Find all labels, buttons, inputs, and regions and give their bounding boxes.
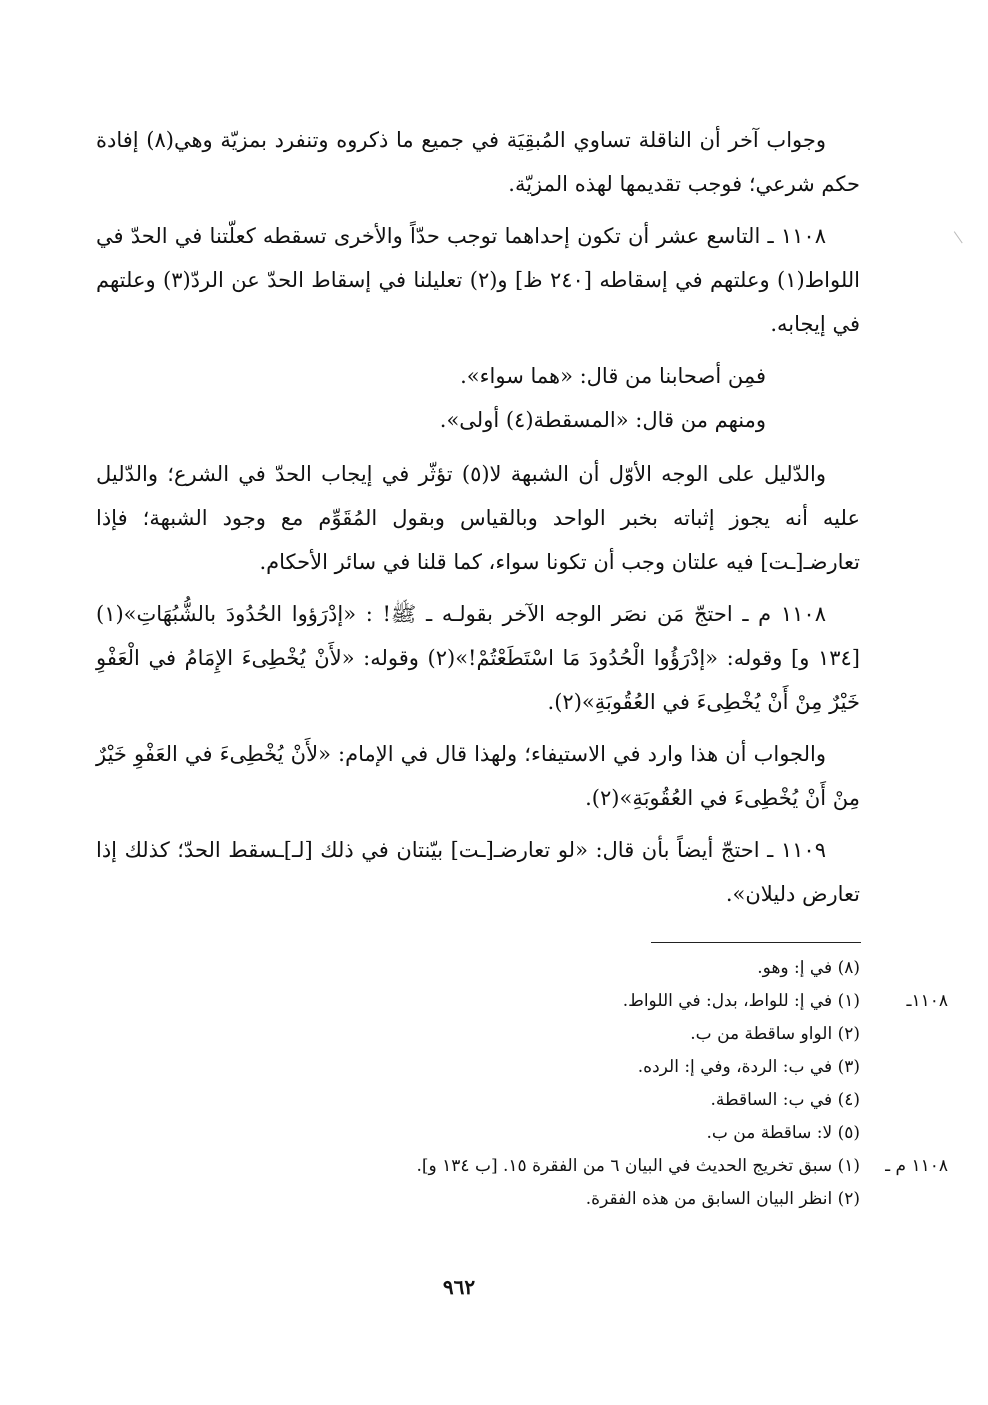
- paragraph-4: ١١٠٨ م ـ احتجّ مَن نصَر الوجه الآخر بقولـه ـ ﷺ! : «إدْرَؤوا الحُدُودَ بالشُّبُهَاتِ»(١) [١٣٤ و] وقوله: «إدْرَؤُوا الْحُدُودَ مَا اسْتَطَعْتُمْ!»(٢) وقوله: «لأَنْ يُخْطِىءَ الإِمَامُ في الْعَفْوِ خَيْرٌ مِنْ أَنْ يُخْطِىءَ في العُقُوبَةِ»(٢).: [96, 602, 860, 714]
- footnote-text: (٤) في ب: الساقطة.: [710, 1090, 860, 1110]
- quote-block: [96, 354, 860, 442]
- footnote-group-label: [860, 952, 948, 985]
- footnote-text: (٢) انظر البيان السابق من هذه الفقرة.: [585, 1189, 860, 1209]
- paragraph-6: ١١٠٩ ـ احتجّ أيضاً بأن قال: «لو تعارضـ[ـت] بيّنتان في ذلك [لـ]ـسقط الحدّ؛ كذلك إذا تعارض دليلان».: [96, 838, 860, 906]
- footnote-group-label: [860, 1084, 948, 1117]
- main-text: [96, 118, 860, 924]
- paragraph-5: والجواب أن هذا وارد في الاستيفاء؛ ولهذا قال في الإمام: «لأَنْ يُخْطِىءَ في العَفْوِ خَيْرٌ مِنْ أَنْ يُخْطِىءَ في العُقُوبَةِ»(٢).: [96, 742, 860, 810]
- footnote-separator: [651, 942, 861, 943]
- scan-mark: [954, 227, 969, 244]
- footnote-line: [60, 1183, 948, 1216]
- footnote-text: (٨) في إ: وهو.: [757, 958, 860, 978]
- page-number: [0, 1275, 988, 1299]
- footnote-text: (١) سبق تخريج الحديث في البيان ٦ من الفقرة ١٥. [ب ١٣٤ و].: [416, 1156, 860, 1176]
- footnote-group-label: ١١٠٨ـ: [906, 991, 948, 1011]
- footnote-line: [60, 985, 948, 1018]
- footnote-line: [60, 1150, 948, 1183]
- footnote-line: [60, 1018, 948, 1051]
- footnote-group-label: [860, 1117, 948, 1150]
- footnote-line: [60, 1117, 948, 1150]
- footnote-text: (٣) في ب: الردة، وفي إ: الرده.: [637, 1057, 860, 1077]
- footnote-text: (٥) لا: ساقطة من ب.: [706, 1123, 860, 1143]
- footnote-group-label: ١١٠٨ م ـ: [885, 1156, 948, 1176]
- footnote-line: [60, 1051, 948, 1084]
- paragraph-3: والدّليل على الوجه الأوّل أن الشبهة لا(٥) تؤثّر في إيجاب الحدّ في الشرع؛ والدّليل عليه أنه يجوز إثباته بخبر الواحد وبالقياس وبقول المُقَوِّم مع وجود الشبهة؛ فإذا تعارضـ[ـت] فيه علتان وجب أن تكونا سواء، كما قلنا في سائر الأحكام.: [96, 462, 860, 574]
- footnote-line: [60, 952, 948, 985]
- footnote-group-label: [860, 1183, 948, 1216]
- footnote-text: (١) في إ: للواط، بدل: في اللواط.: [622, 991, 860, 1011]
- page-number-text: ٩٦٢: [442, 1275, 476, 1299]
- footnote-group-label: [860, 1018, 948, 1051]
- paragraph-1: وجواب آخر أن الناقلة تساوي المُبقِيَة في جميع ما ذكروه وتنفرد بمزيّة وهي(٨) إفادة حكم شرعي؛ فوجب تقديمها لهذه المزيّة.: [96, 128, 860, 196]
- quote-line-2: ومنهم من قال: «المسقطة(٤) أولى».: [439, 408, 766, 432]
- quote-line-1: فمِن أصحابنا من قال: «هما سواء».: [460, 364, 766, 388]
- footnote-group-label: [860, 1051, 948, 1084]
- footnotes: [60, 952, 948, 1216]
- footnote-line: [60, 1084, 948, 1117]
- footnote-text: (٢) الواو ساقطة من ب.: [690, 1024, 860, 1044]
- paragraph-2: ١١٠٨ ـ التاسع عشر أن تكون إحداهما توجب حدّاً والأخرى تسقطه كعلّتنا في الحدّ في اللواط(١) وعلتهم في إسقاطه [٢٤٠ ظ] و(٢) تعليلنا في إسقاط الحدّ عن الردّ(٣) وعلتهم في إيجابه.: [96, 224, 860, 336]
